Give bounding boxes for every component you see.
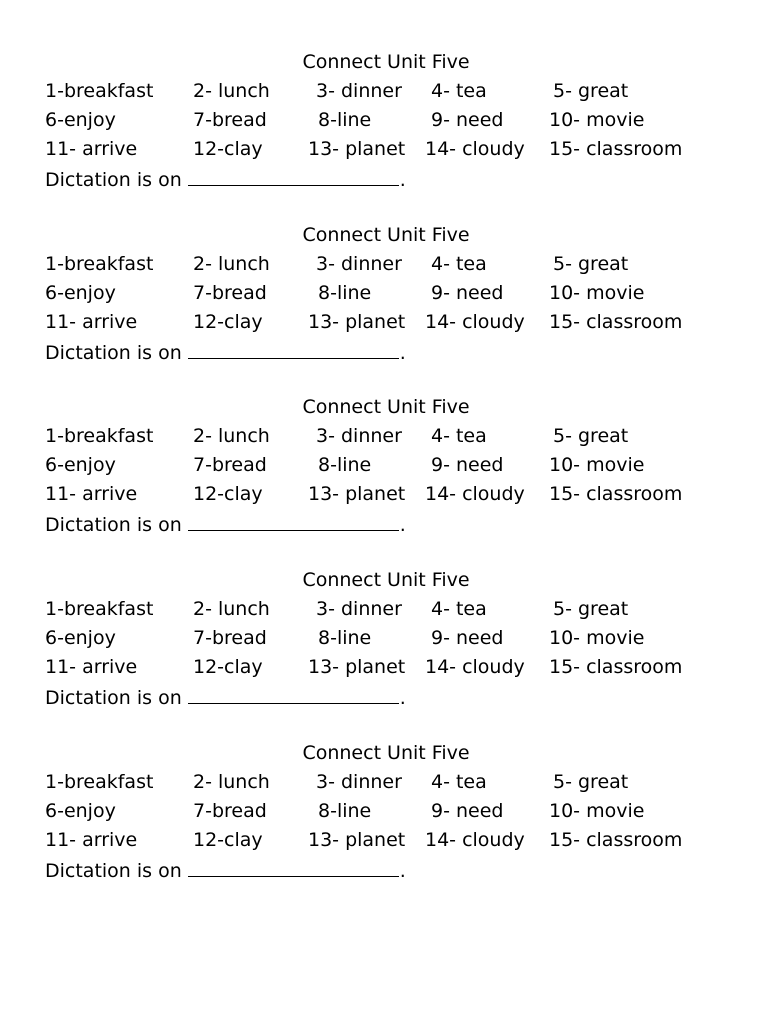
word-item: 7-bread [193, 454, 267, 476]
word-item: 5- great [553, 80, 629, 102]
word-item: 3- dinner [316, 598, 402, 620]
dictation-line [45, 337, 406, 368]
word-row-3 [0, 826, 768, 855]
dictation-label: Dictation is on [45, 342, 182, 364]
word-item: 15- classroom [549, 483, 683, 505]
word-item: 15- classroom [549, 311, 683, 333]
word-item: 11- arrive [45, 829, 138, 851]
word-item: 2- lunch [193, 598, 270, 620]
word-item: 14- cloudy [425, 483, 525, 505]
word-item: 13- planet [308, 829, 406, 851]
word-item: 12-clay [193, 311, 263, 333]
word-row-1 [0, 250, 768, 279]
word-item: 10- movie [549, 800, 645, 822]
word-item: 4- tea [431, 253, 487, 275]
dictation-blank [188, 337, 399, 359]
dictation-end: . [399, 342, 406, 364]
word-item: 11- arrive [45, 483, 138, 505]
word-item: 8-line [318, 454, 372, 476]
word-row-3 [0, 135, 768, 164]
dictation-blank [188, 509, 399, 531]
word-item: 12-clay [193, 483, 263, 505]
word-item: 7-bread [193, 800, 267, 822]
dictation-line [45, 855, 406, 886]
dictation-end: . [399, 687, 406, 709]
word-item: 15- classroom [549, 656, 683, 678]
word-item: 8-line [318, 800, 372, 822]
worksheet-title: Connect Unit Five [302, 224, 470, 246]
word-item: 10- movie [549, 627, 645, 649]
word-item: 8-line [318, 109, 372, 131]
word-item: 8-line [318, 627, 372, 649]
word-item: 11- arrive [45, 656, 138, 678]
word-item: 6-enjoy [45, 454, 116, 476]
word-row-3 [0, 480, 768, 509]
word-item: 11- arrive [45, 138, 138, 160]
word-item: 13- planet [308, 483, 406, 505]
word-item: 10- movie [549, 454, 645, 476]
dictation-label: Dictation is on [45, 687, 182, 709]
word-item: 15- classroom [549, 829, 683, 851]
word-row-3 [0, 653, 768, 682]
word-item: 7-bread [193, 282, 267, 304]
word-item: 1-breakfast [45, 253, 154, 275]
worksheet-title: Connect Unit Five [302, 569, 470, 591]
word-row-3 [0, 308, 768, 337]
word-item: 9- need [431, 454, 504, 476]
dictation-blank [188, 682, 399, 704]
word-item: 3- dinner [316, 425, 402, 447]
dictation-end: . [399, 860, 406, 882]
word-item: 2- lunch [193, 425, 270, 447]
dictation-end: . [399, 514, 406, 536]
dictation-label: Dictation is on [45, 514, 182, 536]
word-row-2 [0, 624, 768, 653]
word-item: 9- need [431, 800, 504, 822]
dictation-line [45, 509, 406, 540]
word-row-2 [0, 797, 768, 826]
worksheet-title: Connect Unit Five [302, 396, 470, 418]
word-item: 2- lunch [193, 80, 270, 102]
word-item: 5- great [553, 253, 629, 275]
word-row-1 [0, 768, 768, 797]
word-item: 1-breakfast [45, 771, 154, 793]
word-item: 10- movie [549, 282, 645, 304]
dictation-end: . [399, 169, 406, 191]
word-item: 8-line [318, 282, 372, 304]
word-item: 2- lunch [193, 771, 270, 793]
word-item: 14- cloudy [425, 311, 525, 333]
word-item: 1-breakfast [45, 80, 154, 102]
word-row-2 [0, 451, 768, 480]
word-item: 1-breakfast [45, 425, 154, 447]
word-item: 9- need [431, 109, 504, 131]
word-item: 13- planet [308, 311, 406, 333]
word-item: 7-bread [193, 109, 267, 131]
word-row-2 [0, 106, 768, 135]
word-item: 6-enjoy [45, 800, 116, 822]
word-item: 11- arrive [45, 311, 138, 333]
word-item: 5- great [553, 425, 629, 447]
word-item: 3- dinner [316, 253, 402, 275]
word-item: 6-enjoy [45, 109, 116, 131]
word-item: 14- cloudy [425, 829, 525, 851]
word-item: 12-clay [193, 656, 263, 678]
word-row-1 [0, 595, 768, 624]
word-item: 14- cloudy [425, 138, 525, 160]
word-row-2 [0, 279, 768, 308]
word-item: 9- need [431, 627, 504, 649]
worksheet-title: Connect Unit Five [302, 51, 470, 73]
word-item: 1-breakfast [45, 598, 154, 620]
word-item: 13- planet [308, 138, 406, 160]
word-item: 13- planet [308, 656, 406, 678]
word-item: 4- tea [431, 80, 487, 102]
word-item: 14- cloudy [425, 656, 525, 678]
word-item: 3- dinner [316, 771, 402, 793]
word-row-1 [0, 422, 768, 451]
dictation-line [45, 682, 406, 713]
word-item: 7-bread [193, 627, 267, 649]
word-item: 4- tea [431, 771, 487, 793]
word-item: 2- lunch [193, 253, 270, 275]
word-item: 6-enjoy [45, 627, 116, 649]
word-item: 4- tea [431, 425, 487, 447]
word-item: 15- classroom [549, 138, 683, 160]
word-item: 3- dinner [316, 80, 402, 102]
word-item: 10- movie [549, 109, 645, 131]
word-item: 9- need [431, 282, 504, 304]
word-item: 12-clay [193, 138, 263, 160]
dictation-line [45, 164, 406, 195]
word-row-1 [0, 77, 768, 106]
word-item: 12-clay [193, 829, 263, 851]
dictation-label: Dictation is on [45, 169, 182, 191]
dictation-blank [188, 164, 399, 186]
word-item: 5- great [553, 771, 629, 793]
word-item: 6-enjoy [45, 282, 116, 304]
dictation-blank [188, 855, 399, 877]
word-item: 5- great [553, 598, 629, 620]
word-item: 4- tea [431, 598, 487, 620]
worksheet-title: Connect Unit Five [302, 742, 470, 764]
dictation-label: Dictation is on [45, 860, 182, 882]
